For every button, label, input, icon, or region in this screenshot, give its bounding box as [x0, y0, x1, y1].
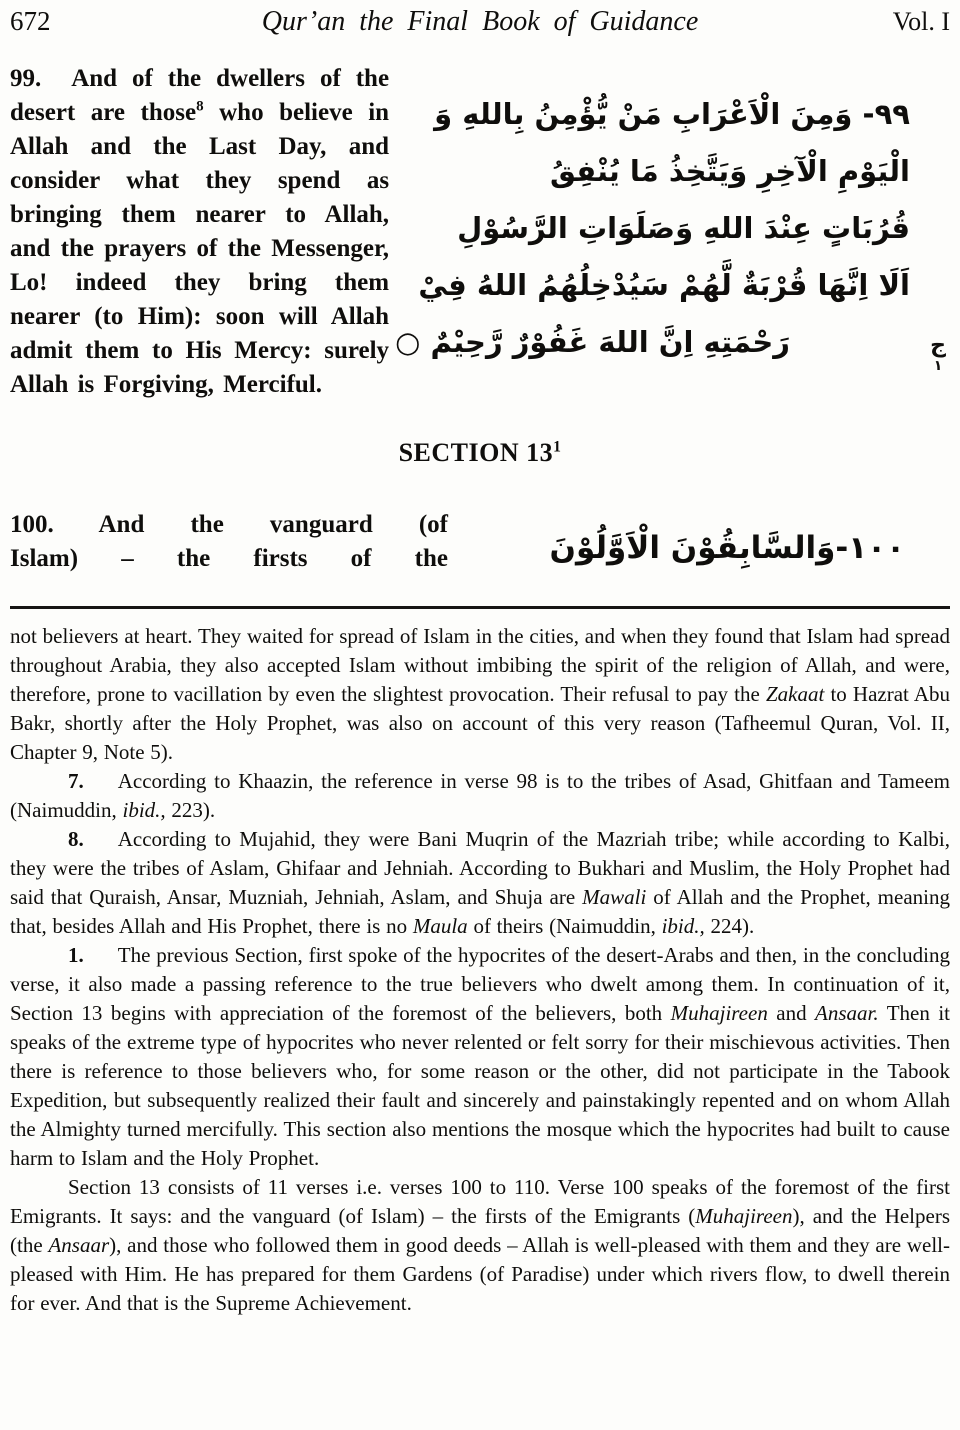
verse-99-translation: 99. And of the dwellers of the desert are those$^8$ who believe in Allah and the Last Day, and consider what they spend as bringing them nearer to Allah, and the prayers of the Messenger, Lo! indeed they bring them nearer (to Him): soon will Allah admit them to His Mercy: surely Allah is Forgiving, Merciful. [10, 65, 390, 398]
waqf-marker-icon: ج [930, 333, 946, 358]
volume-label: Vol. I [892, 7, 950, 36]
footnotes-section [10, 622, 950, 1318]
page-number: 672 [10, 6, 51, 36]
arabic-line-1: ٩٩- وَمِنَ الْاَعْرَابِ مَنْ يُّؤْمِنُ بِاللهِ وَ [434, 97, 910, 131]
page-header [10, 6, 950, 38]
verse-99-arabic [389, 62, 950, 374]
arabic-line-3: قُرُبَاتٍ عِنْدَ اللهِ وَصَلَوَاتِ الرَّسُوْلِ [457, 211, 910, 245]
footnote-1: 1. The previous Section, first spoke of the hypocrites of the desert-Arabs and then, in the concluding verse, it also made a passing reference to the true believers who dwelt among them. In continuation of it, Section 13 begins with appreciation of the foremost of the believers, both Muhajireen and Ansaar. Then it speaks of the extreme type of hypocrites who never relented or felt sorry for their mischievous activities. Then there is reference to those believers who, for some reason or the other, did not participate in the Tabook Expedition, but subsequently realized their fault and sincerely and painstakingly repented and on whom Allah the Almighty turned mercifully. This section also mentions the mosque which the hypocrites had built to cause harm to Islam and the Holy Prophet. [10, 943, 950, 1170]
section-heading-text: SECTION 13 [398, 438, 554, 467]
arabic-line-2: الْيَوْمِ الْآخِرِ وَيَتَّخِذُ مَا يُنْفِقُ [550, 154, 910, 188]
section-footnote-ref: 1 [553, 438, 562, 456]
footnote-8: 8. According to Mujahid, they were Bani Muqrin of the Mazriah tribe; while according to Kalbi, they were the tribes of Aslam, Ghifaar and Jehniah. According to Bukhari and Muslim, the Holy Prophet had said that Quraish, Ansar, Muzniah, Jehniah, Aslam, and Shuja are Mawali of Allah and the Prophet, meaning that, besides Allah and His Prophet, there is no Maula of theirs (Naimuddin, ibid., 224). [10, 827, 950, 938]
verse-100-translation-line-1: 100. And the vanguard (of [10, 511, 448, 538]
verse-100-block [10, 508, 950, 578]
verse-100-arabic: ١٠٠-وَالسَّابِقُوْنَ الْاَوَّلُوْنَ [549, 530, 905, 566]
arabic-line-5: رَحْمَتِهِ اِنَّ اللهَ غَفُوْرٌ رَّحِيْمٌ ○ [395, 325, 790, 359]
verse-100-translation-line-2: Islam) – the firsts of the [10, 545, 448, 572]
book-title: Qur’an the Final Book of Guidance [261, 6, 699, 37]
footnote-separator-rule [10, 606, 950, 609]
marker-number: ١ [933, 358, 943, 374]
footnote-7: 7. According to Khaazin, the reference in verse 98 is to the tribes of Asad, Ghitfaan and Tameem (Naimuddin, ibid., 223). [10, 769, 950, 822]
margin-marker [922, 334, 954, 374]
section-heading [10, 438, 950, 468]
arabic-line-4: اَلَا اِنَّهَا قُرْبَةٌ لَّهُمْ سَيُدْخِلُهُمُ اللهُ فِيْ [418, 268, 910, 302]
footnote-continuation: not believers at heart. They waited for spread of Islam in the cities, and when they found that Islam had spread throughout Arabia, they also accepted Islam without imbibing the spirit of the religion of Allah, and were, therefore, prone to vacillation by even the slightest provocation. Their refusal to pay the Zakaat to Hazrat Abu Bakr, shortly after the Holy Prophet, was also on account of this very reason (Tafheemul Quran, Vol. II, Chapter 9, Note 5). [10, 624, 950, 764]
verse-100-translation [10, 508, 448, 576]
verse-99-block [10, 62, 950, 402]
footnote-1-continued: Section 13 consists of 11 verses i.e. verses 100 to 110. Verse 100 speaks of the foremost of the first Emigrants. It says: and the vanguard (of Islam) – the firsts of the Emigrants (Muhajireen), and the Helpers (the Ansaar), and those who followed them in good deeds – Allah is well-pleased with them and they are well-pleased with Him. He has prepared for them Gardens (of Paradise) under which rivers flow, to dwell therein for ever. And that is the Supreme Achievement. [10, 1175, 950, 1315]
